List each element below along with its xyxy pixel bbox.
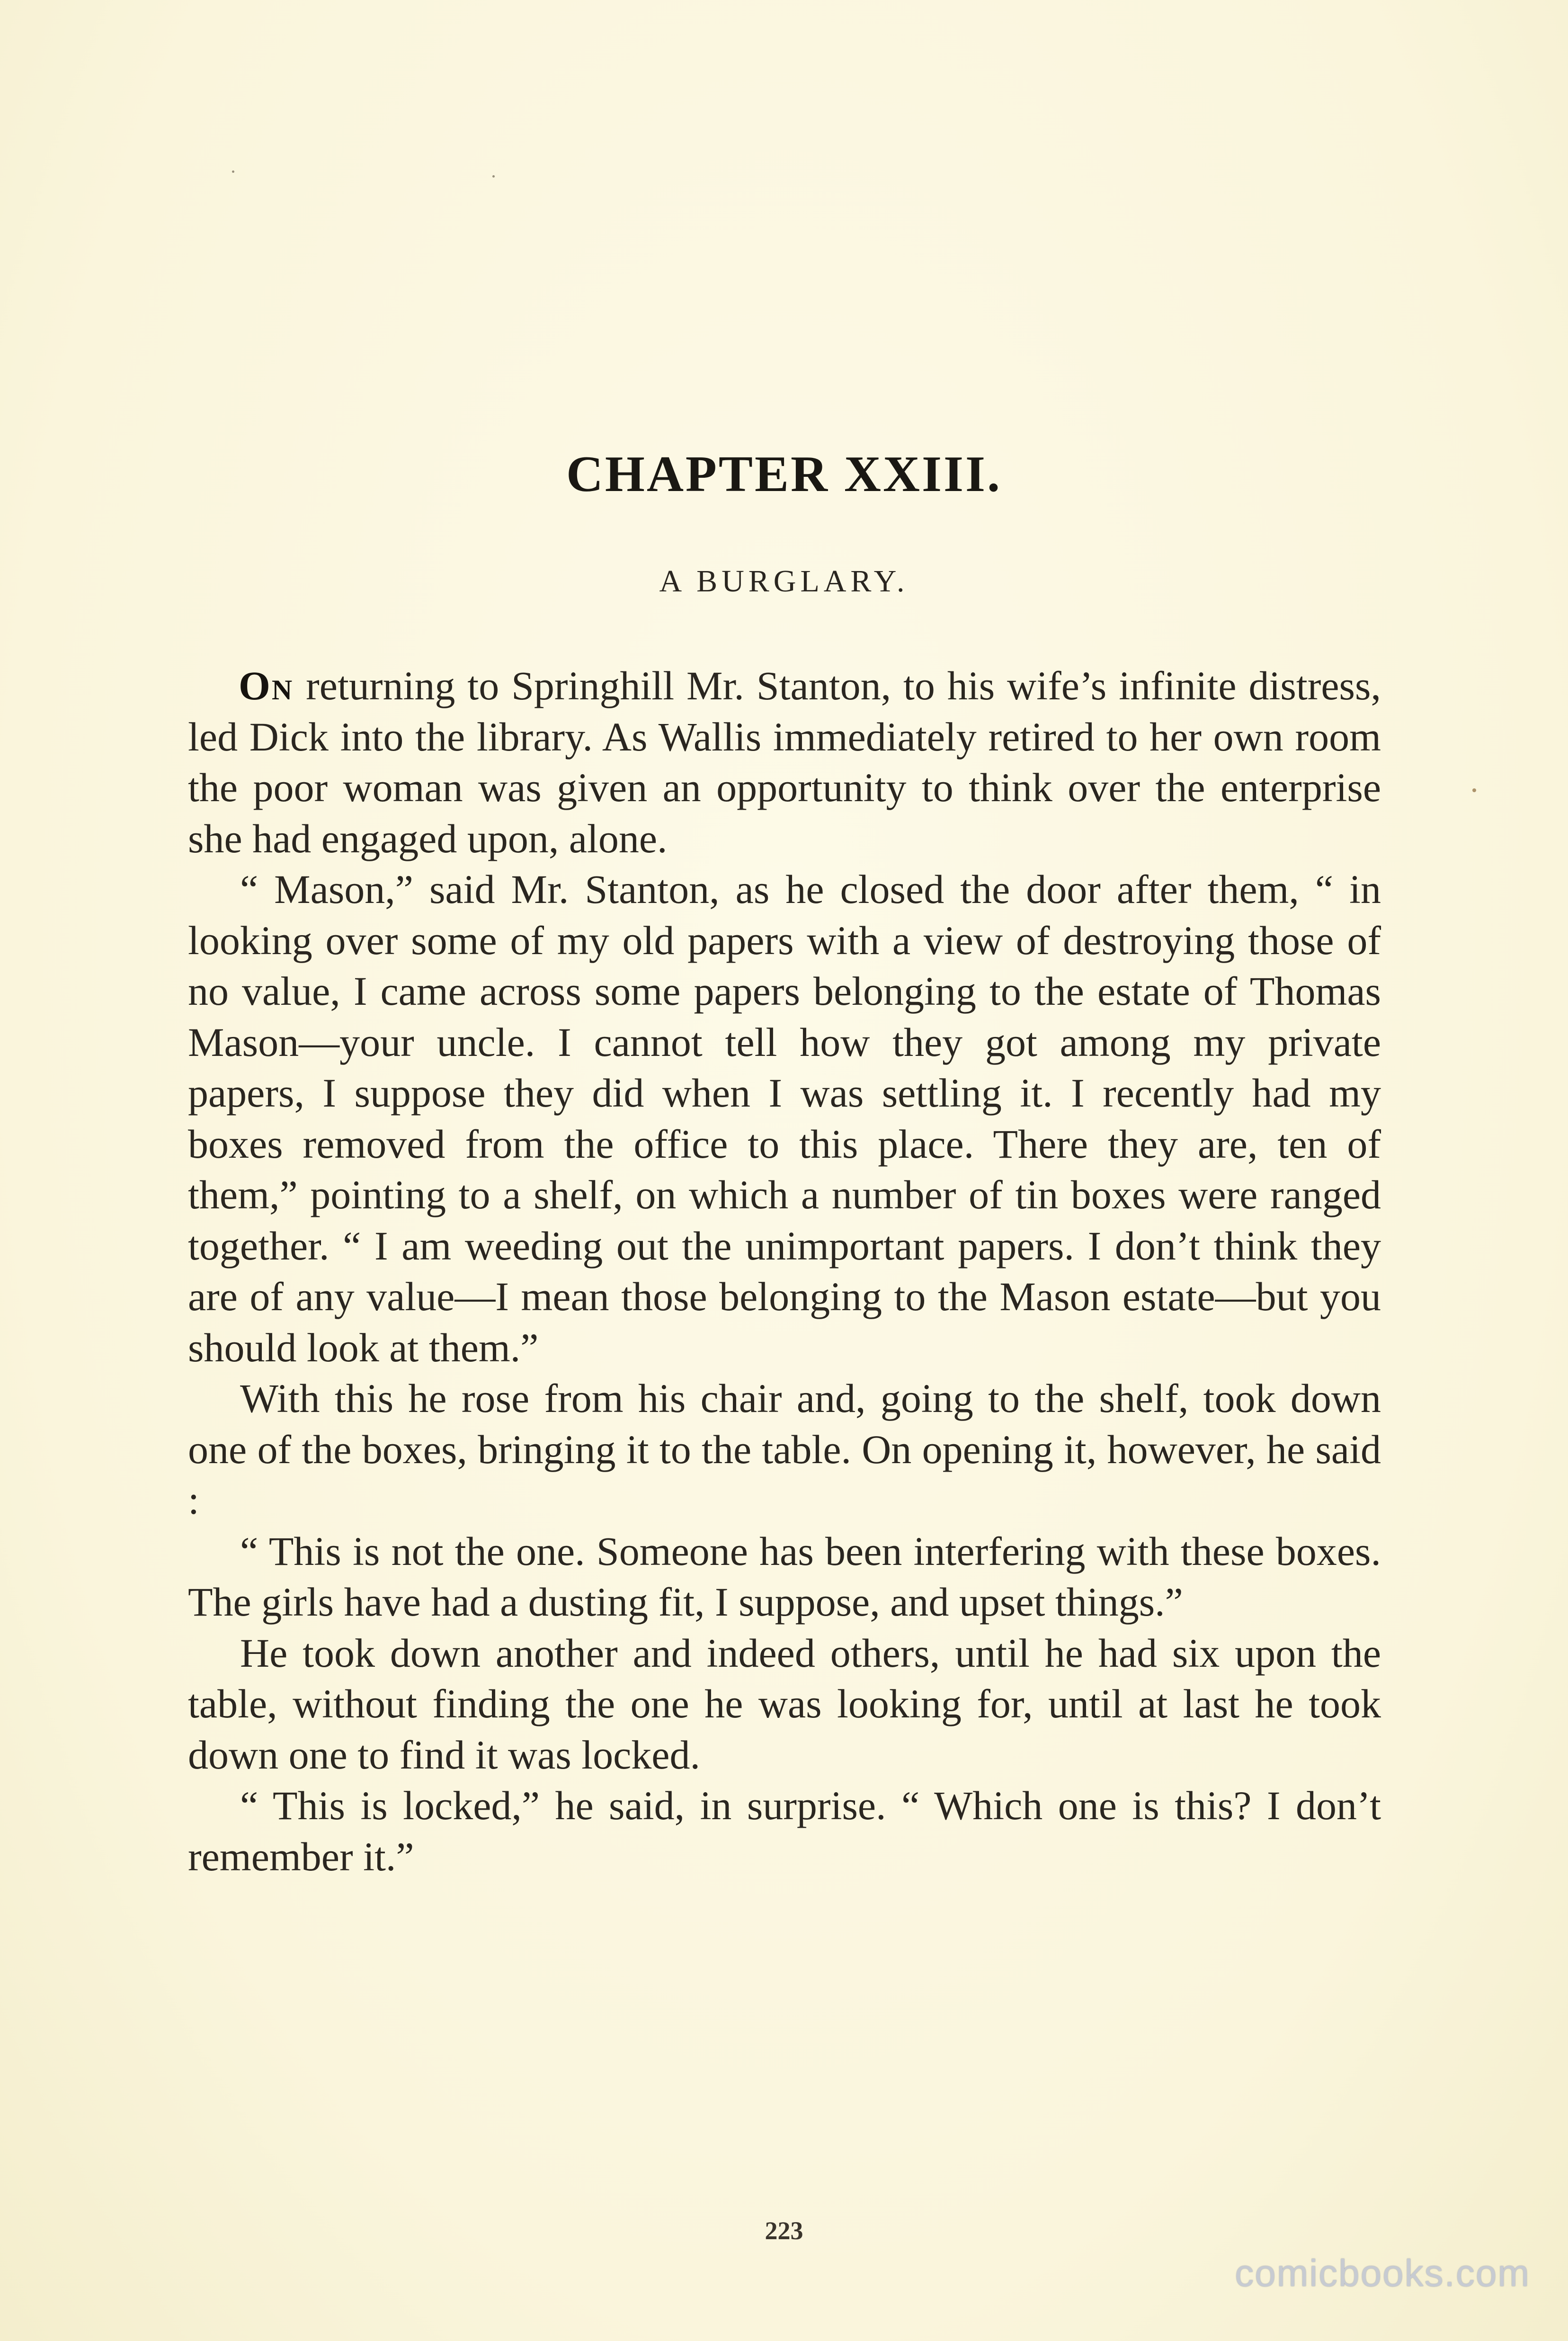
paper-speck (1472, 788, 1476, 792)
opening-word: On (239, 663, 294, 708)
paragraph: “ Mason,” said Mr. Stanton, as he closed the door after them, “ in looking over some of my old papers with a view of destroying those of no value, I came across some papers belonging to the estate of Thomas Mason—your uncle. I cannot tell how they got among my private papers, I suppose they did when I was settling it. I recently had my boxes removed from the office to this place. There they are, ten of them,” pointing to a shelf, on which a number of tin boxes were ranged together. “ I am weeding out the unimportant papers. I don’t think they are of any value—I mean those belonging to the Mason estate—but you should look at them.” (188, 867, 1381, 1370)
watermark: comicbooks.com (1235, 2252, 1530, 2294)
paragraph: With this he rose from his chair and, going to the shelf, took down one of the boxes, bringing it to the table. On opening it, however, he said : (188, 1376, 1381, 1523)
page-number: 223 (765, 2216, 803, 2245)
paragraph: “ This is not the one. Someone has been interfering with these boxes. The girls have had a dusting fit, I suppose, and upset things.” (188, 1528, 1381, 1625)
chapter-subtitle: A BURGLARY. (659, 564, 909, 599)
paragraph-text: returning to Springhill Mr. Stanton, to his wife’s infinite distress, led Dick into the library. As Wallis immediately retired to her own room the poor woman was given an opportunity to think over the enterprise she had engaged upon, alone. (188, 663, 1381, 861)
paragraph: “ This is locked,” he said, in surprise. “ Which one is this? I don’t remember it.” (188, 1783, 1381, 1879)
chapter-title: CHAPTER XXIII. (566, 446, 1002, 502)
paragraph (188, 661, 1381, 864)
paper-speck (492, 175, 495, 178)
paragraph: He took down another and indeed others, until he had six upon the table, without finding the one he was looking for, until at last he took down one to find it was locked. (188, 1630, 1381, 1778)
body-text (188, 661, 1381, 1882)
paper-speck (232, 170, 234, 173)
